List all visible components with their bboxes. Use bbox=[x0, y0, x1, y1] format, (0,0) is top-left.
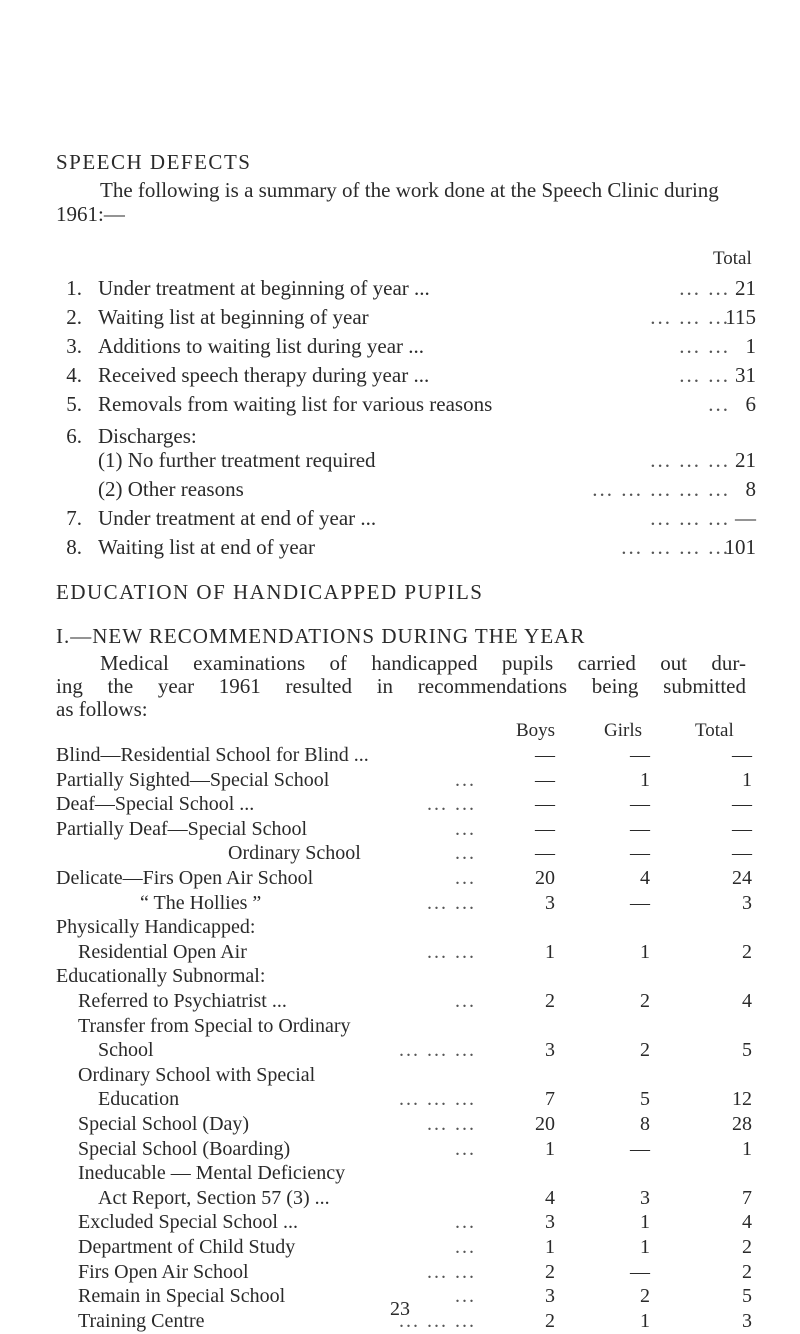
speech-row-label: Under treatment at beginning of year ... bbox=[98, 276, 430, 300]
recommendation-row bbox=[0, 842, 800, 866]
leader-dots: ... ... bbox=[427, 941, 476, 963]
girls-value: — bbox=[630, 842, 650, 864]
total-value: 4 bbox=[742, 1211, 752, 1233]
leader-dots: ... bbox=[455, 1211, 476, 1233]
total-value: — bbox=[732, 818, 752, 840]
total-value: 7 bbox=[742, 1187, 752, 1209]
leader-dots: ... ... ... bbox=[650, 305, 730, 329]
girls-value: 1 bbox=[640, 941, 650, 963]
speech-row-total: 21 bbox=[735, 276, 756, 300]
total-value: 5 bbox=[742, 1285, 752, 1307]
leader-dots: ... ... ... ... bbox=[621, 535, 730, 559]
boys-value: 20 bbox=[535, 867, 555, 889]
page-number: 23 bbox=[390, 1298, 410, 1320]
total-value: 3 bbox=[742, 892, 752, 914]
girls-value: 5 bbox=[640, 1088, 650, 1110]
boys-column-header: Boys bbox=[516, 720, 556, 741]
speech-row bbox=[0, 392, 800, 418]
leader-dots: ... bbox=[455, 818, 476, 840]
speech-row bbox=[0, 506, 800, 532]
leader-dots: ... bbox=[455, 990, 476, 1012]
recommendation-label: Remain in Special School bbox=[78, 1285, 286, 1307]
speech-row-number: 8. bbox=[66, 535, 82, 559]
total-value: 2 bbox=[742, 1261, 752, 1283]
speech-row-label: (1) No further treatment required bbox=[98, 448, 376, 472]
recommendation-row bbox=[0, 941, 800, 965]
boys-value: — bbox=[535, 769, 555, 791]
total-value: 24 bbox=[732, 867, 752, 889]
speech-row bbox=[0, 424, 800, 450]
total-value: 1 bbox=[742, 1138, 752, 1160]
boys-value: 3 bbox=[545, 1285, 555, 1307]
recommendation-row bbox=[0, 793, 800, 817]
leader-dots: ... bbox=[455, 1138, 476, 1160]
boys-value: 4 bbox=[545, 1187, 555, 1209]
total-value: 4 bbox=[742, 990, 752, 1012]
recommendation-label: Physically Handicapped: bbox=[56, 916, 256, 938]
education-intro-line-3: as follows: bbox=[56, 697, 148, 721]
speech-row-number: 5. bbox=[66, 392, 82, 416]
recommendation-row bbox=[0, 867, 800, 891]
girls-value: 2 bbox=[640, 1039, 650, 1061]
recommendation-row bbox=[0, 744, 800, 768]
speech-row-total: 21 bbox=[735, 448, 756, 472]
speech-row-total: 8 bbox=[745, 477, 756, 501]
recommendation-label: Referred to Psychiatrist ... bbox=[78, 990, 287, 1012]
boys-value: 20 bbox=[535, 1113, 555, 1135]
boys-value: 2 bbox=[545, 1261, 555, 1283]
speech-row-total: 115 bbox=[725, 305, 756, 329]
total-value: — bbox=[732, 744, 752, 766]
recommendation-label: Excluded Special School ... bbox=[78, 1211, 298, 1233]
total-value: 3 bbox=[742, 1310, 752, 1332]
recommendation-row bbox=[0, 1113, 800, 1137]
recommendation-row bbox=[0, 769, 800, 793]
recommendation-row bbox=[0, 1088, 800, 1112]
girls-value: 1 bbox=[640, 1236, 650, 1258]
education-heading: EDUCATION OF HANDICAPPED PUPILS bbox=[56, 580, 484, 604]
speech-row-number: 1. bbox=[66, 276, 82, 300]
speech-row-label: Waiting list at end of year bbox=[98, 535, 315, 559]
girls-value: 1 bbox=[640, 1310, 650, 1332]
speech-row-number: 3. bbox=[66, 334, 82, 358]
leader-dots: ... ... bbox=[427, 1113, 476, 1135]
speech-row-label: Received speech therapy during year ... bbox=[98, 363, 430, 387]
leader-dots: ... ... ... ... ... bbox=[592, 477, 730, 501]
boys-value: — bbox=[535, 842, 555, 864]
recommendation-row bbox=[0, 1138, 800, 1162]
boys-value: 2 bbox=[545, 990, 555, 1012]
recommendation-label: Delicate—Firs Open Air School bbox=[56, 867, 314, 889]
leader-dots: ... ... bbox=[679, 363, 730, 387]
recommendation-label: Transfer from Special to Ordinary bbox=[78, 1015, 351, 1037]
recommendation-row bbox=[0, 1015, 800, 1039]
speech-row-number: 7. bbox=[66, 506, 82, 530]
speech-row-number: 2. bbox=[66, 305, 82, 329]
speech-defects-heading: SPEECH DEFECTS bbox=[56, 150, 252, 174]
speech-row-total: 31 bbox=[735, 363, 756, 387]
girls-value: — bbox=[630, 1138, 650, 1160]
recommendation-row bbox=[0, 1187, 800, 1211]
girls-value: — bbox=[630, 793, 650, 815]
total-value: — bbox=[732, 793, 752, 815]
recommendation-label: Special School (Day) bbox=[78, 1113, 250, 1135]
speech-row-label: Discharges: bbox=[98, 424, 197, 448]
leader-dots: ... bbox=[455, 867, 476, 889]
recommendation-label: Education bbox=[98, 1088, 180, 1110]
speech-row-label: Waiting list at beginning of year bbox=[98, 305, 369, 329]
boys-value: 3 bbox=[545, 892, 555, 914]
leader-dots: ... ... bbox=[427, 793, 476, 815]
speech-row-label: (2) Other reasons bbox=[98, 477, 244, 501]
speech-row-label: Under treatment at end of year ... bbox=[98, 506, 377, 530]
boys-value: — bbox=[535, 744, 555, 766]
speech-row bbox=[0, 334, 800, 360]
recommendation-row bbox=[0, 1064, 800, 1088]
speech-row-label: Removals from waiting list for various reasons bbox=[98, 392, 493, 416]
total-value: 2 bbox=[742, 1236, 752, 1258]
boys-value: 3 bbox=[545, 1039, 555, 1061]
recommendation-label: Act Report, Section 57 (3) ... bbox=[98, 1187, 330, 1209]
girls-value: 2 bbox=[640, 990, 650, 1012]
recommendation-row bbox=[0, 892, 800, 916]
recommendation-row bbox=[0, 818, 800, 842]
girls-value: 3 bbox=[640, 1187, 650, 1209]
leader-dots: ... bbox=[455, 842, 476, 864]
leader-dots: ... ... ... bbox=[650, 506, 730, 530]
girls-value: — bbox=[630, 892, 650, 914]
speech-row bbox=[0, 535, 800, 561]
speech-row bbox=[0, 448, 800, 474]
leader-dots: ... ... ... bbox=[399, 1039, 476, 1061]
recommendation-label: Ordinary School bbox=[228, 842, 361, 864]
girls-value: — bbox=[630, 1261, 650, 1283]
leader-dots: ... ... bbox=[427, 892, 476, 914]
girls-value: — bbox=[630, 818, 650, 840]
speech-row-total: 101 bbox=[724, 535, 756, 559]
leader-dots: ... ... bbox=[679, 334, 730, 358]
speech-row-number: 4. bbox=[66, 363, 82, 387]
recommendation-label: Special School (Boarding) bbox=[78, 1138, 291, 1160]
recommendation-label: Partially Deaf—Special School bbox=[56, 818, 308, 840]
recommendation-label: Firs Open Air School bbox=[78, 1261, 249, 1283]
recommendation-label: Partially Sighted—Special School bbox=[56, 769, 330, 791]
recommendation-label: Deaf—Special School ... bbox=[56, 793, 255, 815]
boys-value: 2 bbox=[545, 1310, 555, 1332]
leader-dots: ... ... ... bbox=[399, 1088, 476, 1110]
girls-column-header: Girls bbox=[604, 720, 642, 741]
leader-dots: ... bbox=[708, 392, 730, 416]
girls-value: 2 bbox=[640, 1285, 650, 1307]
recommendation-label: Ineducable — Mental Deficiency bbox=[78, 1162, 346, 1184]
boys-value: — bbox=[535, 818, 555, 840]
leader-dots: ... bbox=[455, 769, 476, 791]
speech-intro-paragraph bbox=[56, 178, 736, 226]
girls-value: — bbox=[630, 744, 650, 766]
leader-dots: ... bbox=[455, 1285, 476, 1307]
boys-value: 1 bbox=[545, 1138, 555, 1160]
leader-dots: ... ... ... bbox=[650, 448, 730, 472]
speech-row-total: — bbox=[735, 506, 756, 530]
recommendation-label: “ The Hollies ” bbox=[140, 892, 262, 914]
total-value: 1 bbox=[742, 769, 752, 791]
recommendation-row bbox=[0, 1211, 800, 1235]
education-intro-line-2: ing the year 1961 resulted in recommendations being submitted bbox=[56, 674, 746, 698]
boys-value: 1 bbox=[545, 1236, 555, 1258]
speech-row-label: Additions to waiting list during year ... bbox=[98, 334, 425, 358]
recommendation-row bbox=[0, 1236, 800, 1260]
recommendation-label: Department of Child Study bbox=[78, 1236, 296, 1258]
speech-row bbox=[0, 477, 800, 503]
recommendation-row bbox=[0, 965, 800, 989]
total-value: 5 bbox=[742, 1039, 752, 1061]
leader-dots: ... ... bbox=[427, 1261, 476, 1283]
recommendation-label: Residential Open Air bbox=[78, 941, 247, 963]
recommendation-row bbox=[0, 916, 800, 940]
recommendation-row bbox=[0, 1261, 800, 1285]
girls-value: 8 bbox=[640, 1113, 650, 1135]
speech-total-header: Total bbox=[713, 248, 752, 269]
speech-row bbox=[0, 276, 800, 302]
speech-row bbox=[0, 363, 800, 389]
speech-row bbox=[0, 305, 800, 331]
total-value: 28 bbox=[732, 1113, 752, 1135]
new-recommendations-subheading: I.—NEW RECOMMENDATIONS DURING THE YEAR bbox=[56, 624, 586, 648]
recommendation-label: Educationally Subnormal: bbox=[56, 965, 266, 987]
recommendation-label: Ordinary School with Special bbox=[78, 1064, 316, 1086]
girls-value: 4 bbox=[640, 867, 650, 889]
recommendation-label: Blind—Residential School for Blind ... bbox=[56, 744, 369, 766]
total-value: 2 bbox=[742, 941, 752, 963]
education-intro-line-1: Medical examinations of handicapped pupils carried out dur- bbox=[100, 651, 746, 675]
leader-dots: ... ... ... bbox=[399, 1310, 476, 1332]
recommendation-row bbox=[0, 1039, 800, 1063]
recommendation-row bbox=[0, 1162, 800, 1186]
recommendation-label: Training Centre bbox=[78, 1310, 205, 1332]
boys-value: — bbox=[535, 793, 555, 815]
recommendation-label: School bbox=[98, 1039, 154, 1061]
total-column-header: Total bbox=[695, 720, 734, 741]
speech-row-number: 6. bbox=[66, 424, 82, 448]
boys-value: 1 bbox=[545, 941, 555, 963]
boys-value: 7 bbox=[545, 1088, 555, 1110]
total-value: 12 bbox=[732, 1088, 752, 1110]
recommendation-row bbox=[0, 990, 800, 1014]
total-value: — bbox=[732, 842, 752, 864]
education-intro-paragraph bbox=[56, 652, 746, 721]
leader-dots: ... ... bbox=[679, 276, 730, 300]
leader-dots: ... bbox=[455, 1236, 476, 1258]
boys-value: 3 bbox=[545, 1211, 555, 1233]
speech-intro-text: The following is a summary of the work done at the Speech Clinic during 1961:— bbox=[56, 178, 719, 226]
speech-row-total: 6 bbox=[745, 392, 756, 416]
girls-value: 1 bbox=[640, 1211, 650, 1233]
speech-row-total: 1 bbox=[745, 334, 756, 358]
girls-value: 1 bbox=[640, 769, 650, 791]
